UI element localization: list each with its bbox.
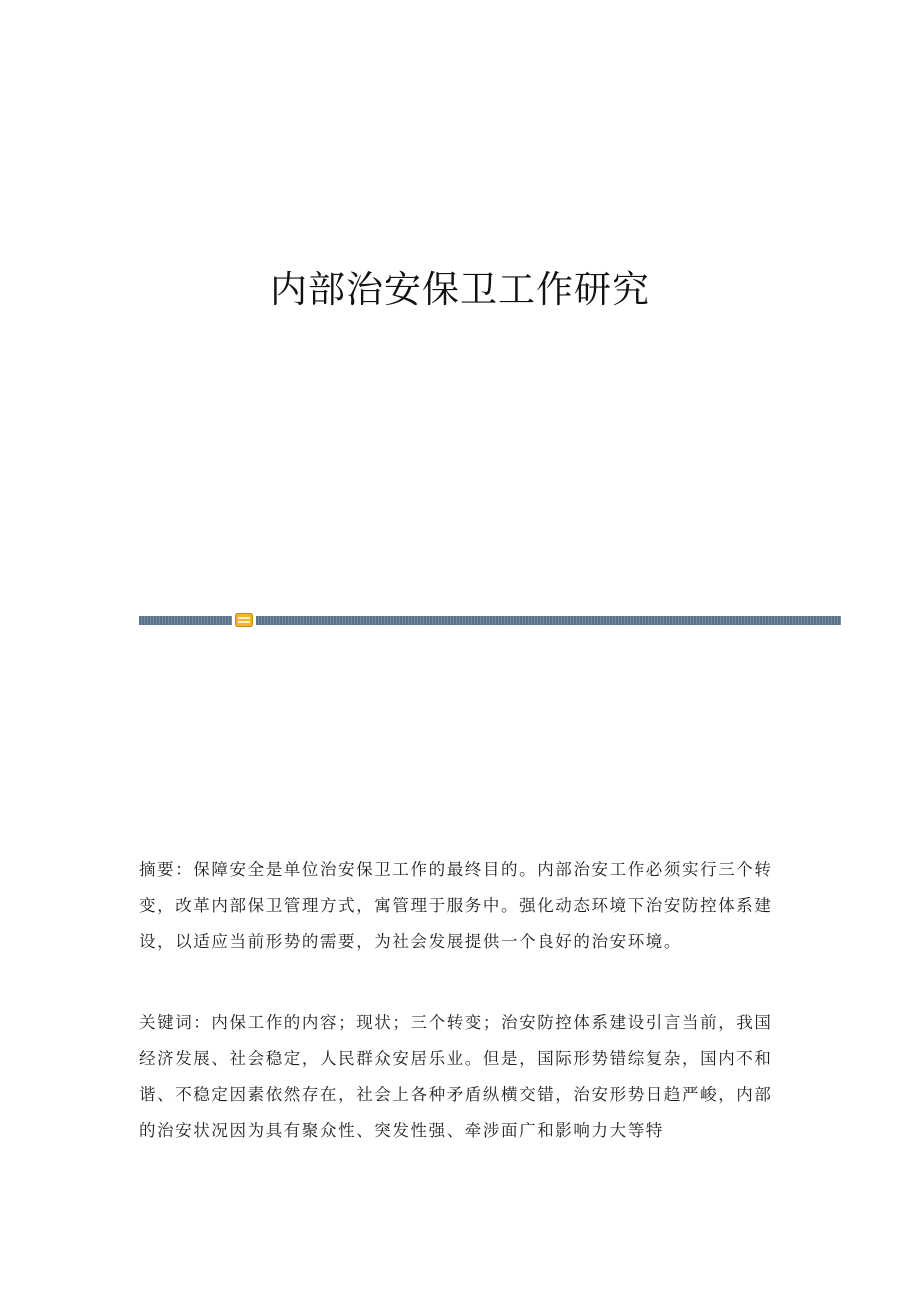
- divider-bar-right: [256, 616, 841, 625]
- divider-bar-left: [139, 616, 232, 625]
- divider-ornament-icon: [235, 613, 253, 627]
- abstract-paragraph: 摘要：保障安全是单位治安保卫工作的最终目的。内部治安工作必须实行三个转变，改革内部保卫管理方式，寓管理于服务中。强化动态环境下治安防控体系建设，以适应当前形势的需要，为社会发展提供一个良好的治安环境。: [139, 860, 773, 951]
- keywords-paragraph: 关键词：内保工作的内容；现状；三个转变；治安防控体系建设引言当前，我国经济发展、社会稳定，人民群众安居乐业。但是，国际形势错综复杂，国内不和谐、不稳定因素依然存在，社会上各种矛盾纵横交错，治安形势日趋严峻，内部的治安状况因为具有聚众性、突发性强、牵涉面广和影响力大等特: [139, 1013, 773, 1140]
- title-divider: [139, 612, 841, 626]
- document-title: 内部治安保卫工作研究: [270, 268, 650, 311]
